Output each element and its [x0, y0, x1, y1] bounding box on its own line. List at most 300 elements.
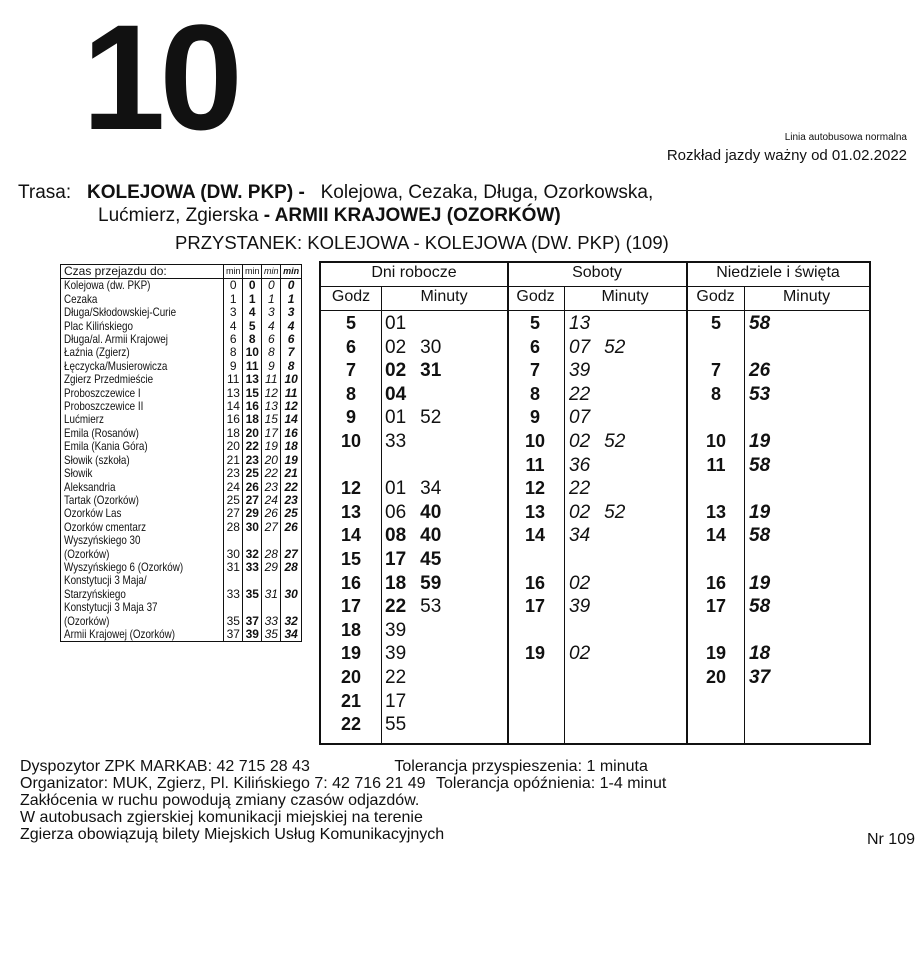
organizer: Organizator: MUK, Zgierz, Pl. Kilińskiego 7: 42 716 21 49	[20, 775, 426, 792]
departure-minute: 04	[385, 383, 407, 405]
stop-name: Konstytucji 3 Maja 37 (Ozorków)	[64, 600, 158, 628]
weekday-hour: 16	[340, 572, 362, 593]
travel-minutes: 18	[243, 413, 262, 426]
dispatcher: Dyspozytor ZPK MARKAB: 42 715 28 43	[20, 758, 310, 775]
travel-minutes: 28	[262, 534, 281, 561]
travel-minutes: 19	[262, 440, 281, 453]
travel-minutes: 22	[262, 467, 281, 480]
stop-name: Łęczycka/Musierowicza	[64, 358, 168, 373]
departure-minute: 58	[749, 454, 771, 476]
sunday-minutes	[749, 573, 784, 595]
stop-name: Proboszczewice I	[64, 385, 141, 400]
saturday-hour: 8	[529, 383, 540, 404]
travel-time-row	[61, 534, 302, 561]
travel-time-row	[61, 306, 302, 319]
departure-minute: 53	[749, 383, 771, 405]
travel-minutes: 27	[224, 507, 243, 520]
travel-minutes: 32	[243, 534, 262, 561]
travel-minutes: 5	[243, 320, 262, 333]
stop-name: Długa/Skłodowskiej-Curie	[64, 305, 177, 320]
col-min: min	[262, 265, 281, 279]
departure-minute: 39	[385, 619, 407, 641]
departure-minute: 02	[385, 360, 407, 382]
sunday-hour: 19	[705, 643, 727, 664]
sunday-minutes	[749, 431, 784, 453]
travel-minutes: 6	[281, 333, 302, 346]
saturday-minutes	[569, 455, 604, 477]
travel-minutes: 32	[281, 601, 302, 628]
travel-minutes: 1	[224, 293, 243, 306]
saturday-hour-header: Godz	[516, 288, 555, 305]
route	[18, 181, 908, 227]
col-min: min	[243, 265, 262, 279]
travel-minutes: 1	[262, 293, 281, 306]
travel-minutes: 37	[224, 628, 243, 642]
saturday-hour: 9	[529, 407, 540, 428]
weekday-hour: 21	[340, 690, 362, 711]
travel-minutes: 8	[224, 346, 243, 359]
travel-time-row	[61, 507, 302, 520]
weekday-hour: 7	[345, 360, 356, 381]
saturday-minutes	[569, 360, 604, 382]
stop-name: Łaźnia (Zgierz)	[64, 345, 130, 360]
stop-name: Konstytucji 3 Maja/ Starzyńskiego	[64, 573, 147, 601]
weekday-hour: 9	[345, 407, 356, 428]
travel-time-row	[61, 628, 302, 642]
weekday-title: Dni robocze	[371, 264, 457, 281]
departure-minute: 39	[385, 643, 407, 665]
weekday-hour: 17	[340, 596, 362, 617]
stop-name: Armii Krajowej (Ozorków)	[64, 626, 175, 641]
departure-minute: 22	[569, 383, 591, 405]
travel-minutes: 28	[224, 521, 243, 534]
travel-time-row	[61, 373, 302, 386]
departure-minute: 08	[385, 525, 407, 547]
weekday-hour: 15	[340, 549, 362, 569]
travel-minutes: 23	[281, 494, 302, 507]
travel-minutes: 19	[281, 454, 302, 467]
travel-minutes: 20	[262, 454, 281, 467]
travel-minutes: 31	[224, 561, 243, 574]
saturday-minutes	[569, 431, 639, 453]
departure-minute: 39	[569, 596, 591, 618]
travel-minutes: 8	[281, 360, 302, 373]
saturday-minutes	[569, 573, 604, 595]
departure-minute: 19	[749, 501, 771, 523]
departure-minute: 02	[569, 572, 591, 594]
saturday-hour: 12	[524, 478, 546, 499]
sunday-hour: 20	[705, 667, 727, 687]
weekday-minutes	[385, 360, 455, 382]
weekday-hour: 18	[340, 619, 362, 640]
travel-minutes: 28	[281, 561, 302, 574]
sunday-hour: 11	[706, 454, 726, 475]
departure-minute: 58	[749, 313, 771, 334]
departure-minute: 40	[420, 501, 442, 523]
sunday-hour: 7	[710, 360, 721, 381]
travel-minutes: 13	[224, 387, 243, 400]
travel-minutes: 8	[243, 333, 262, 346]
saturday-hour: 7	[529, 360, 540, 381]
weekday-hour: 22	[340, 714, 362, 735]
departure-minute: 52	[420, 407, 442, 429]
weekday-minutes	[385, 337, 455, 359]
col-min: min	[224, 265, 243, 279]
saturday-hour: 5	[529, 313, 540, 333]
travel-time-row	[61, 320, 302, 333]
travel-minutes: 21	[224, 454, 243, 467]
stop-name: Zgierz Przedmieście	[64, 372, 154, 387]
travel-minutes: 15	[262, 413, 281, 426]
saturday-minutes	[569, 643, 604, 665]
sunday-hour: 10	[705, 431, 727, 451]
saturday-minutes	[569, 384, 604, 406]
travel-minutes: 24	[224, 481, 243, 494]
weekday-hour: 6	[345, 336, 356, 357]
travel-minutes: 26	[262, 507, 281, 520]
travel-minutes: 3	[281, 306, 302, 319]
saturday-minutes	[569, 478, 604, 500]
travel-time-row	[61, 440, 302, 453]
departure-minute: 01	[385, 407, 407, 429]
footer-note: Zgierza obowiązują bilety Miejskich Usług Komunikacyjnych	[20, 826, 445, 843]
departure-minute: 06	[385, 501, 407, 523]
weekday-minutes	[385, 667, 420, 689]
departure-minute: 22	[385, 596, 407, 618]
footer-note: W autobusach zgierskiej komunikacji miejskiej na terenie	[20, 809, 423, 826]
travel-time-row	[61, 427, 302, 440]
departure-minute: 07	[569, 407, 591, 429]
footer-note: Zakłócenia w ruchu powodują zmiany czasów odjazdów.	[20, 792, 420, 809]
travel-minutes: 4	[243, 306, 262, 319]
travel-minutes: 6	[262, 333, 281, 346]
travel-minutes: 0	[243, 279, 262, 293]
travel-minutes: 12	[262, 387, 281, 400]
departure-minute: 22	[385, 667, 407, 688]
departure-minute: 58	[749, 525, 771, 547]
travel-minutes: 16	[243, 400, 262, 413]
weekday-minutes	[385, 313, 420, 335]
travel-minutes: 11	[281, 387, 302, 400]
travel-time-row	[61, 387, 302, 400]
travel-minutes: 13	[262, 400, 281, 413]
travel-minutes: 18	[224, 427, 243, 440]
sunday-hour: 16	[705, 572, 727, 593]
weekday-hour: 19	[340, 643, 362, 664]
travel-minutes: 33	[224, 574, 243, 601]
route-label: Trasa:	[18, 182, 72, 203]
departure-minute: 01	[385, 313, 407, 334]
weekday-minutes	[385, 525, 455, 547]
saturday-hour: 10	[524, 431, 546, 451]
weekday-minutes	[385, 384, 420, 406]
weekday-minutes	[385, 714, 420, 736]
saturday-hour: 17	[524, 596, 546, 617]
sunday-hour: 17	[705, 596, 727, 617]
travel-minutes: 30	[224, 534, 243, 561]
travel-minutes: 1	[243, 293, 262, 306]
sunday-minutes	[749, 502, 784, 524]
departure-minute: 17	[385, 690, 407, 712]
stop-name: Długa/al. Armii Krajowej	[64, 332, 168, 347]
travel-minutes: 29	[243, 507, 262, 520]
travel-time-row	[61, 333, 302, 346]
travel-minutes: 15	[243, 387, 262, 400]
weekday-minutes	[385, 502, 455, 524]
travel-minutes: 26	[243, 481, 262, 494]
travel-minutes: 22	[243, 440, 262, 453]
travel-minutes: 4	[281, 320, 302, 333]
travel-minutes: 0	[262, 279, 281, 293]
travel-minutes: 14	[281, 413, 302, 426]
departure-minute: 02	[569, 431, 591, 452]
weekday-hour-header: Godz	[331, 288, 371, 305]
saturday-minutes	[569, 525, 604, 547]
weekday-hour: 8	[345, 383, 356, 404]
stop-name: Proboszczewice II	[64, 399, 144, 414]
sunday-hour: 8	[710, 383, 721, 404]
travel-minutes: 24	[262, 494, 281, 507]
saturday-hour: 19	[524, 643, 546, 664]
departure-minute: 30	[420, 336, 442, 358]
departure-minute: 36	[569, 454, 591, 476]
sunday-hour: 13	[705, 501, 727, 522]
travel-minutes: 33	[243, 561, 262, 574]
weekday-minutes	[385, 549, 455, 571]
departure-minute: 13	[569, 313, 591, 334]
departure-minute: 18	[749, 643, 771, 665]
weekday-minutes	[385, 620, 420, 642]
stop-name: Cezaka	[64, 291, 98, 306]
departure-minute: 45	[420, 549, 442, 570]
tolerance-late: Tolerancja opóźnienia: 1-4 minut	[435, 775, 667, 792]
travel-minutes: 30	[243, 521, 262, 534]
travel-minutes: 27	[281, 534, 302, 561]
sunday-minutes-header: Minuty	[782, 288, 831, 305]
weekday-minutes	[385, 573, 455, 595]
travel-time-row	[61, 293, 302, 306]
saturday-hour: 14	[524, 525, 546, 546]
sunday-minutes	[749, 643, 784, 665]
travel-minutes: 17	[262, 427, 281, 440]
stop-name: Ozorków Las	[64, 506, 122, 521]
departure-timetable	[319, 261, 871, 745]
travel-time-row	[61, 279, 302, 293]
line-number: 10	[82, 0, 237, 161]
travel-minutes: 26	[281, 521, 302, 534]
travel-minutes: 23	[262, 481, 281, 494]
departure-minute: 01	[385, 478, 407, 500]
saturday-minutes-header: Minuty	[601, 288, 649, 305]
weekday-minutes	[385, 431, 420, 453]
travel-minutes: 11	[224, 373, 243, 386]
stop-name: Tartak (Ozorków)	[64, 492, 139, 507]
departure-minute: 22	[569, 478, 591, 500]
saturday-hour: 11	[525, 454, 545, 475]
departure-minute: 07	[569, 336, 591, 358]
weekday-minutes	[385, 478, 455, 500]
travel-minutes: 10	[281, 373, 302, 386]
travel-time-row	[61, 413, 302, 426]
stop-name: Ozorków cmentarz	[64, 519, 147, 534]
departure-minute: 02	[569, 501, 591, 523]
stop-name: Wyszyńskiego 30 (Ozorków)	[64, 533, 141, 561]
stop-name: Kolejowa (dw. PKP)	[64, 278, 151, 293]
weekday-hour: 12	[340, 478, 362, 499]
travel-minutes: 39	[243, 628, 262, 642]
departure-minute: 33	[385, 431, 407, 452]
departure-minute: 34	[569, 525, 591, 547]
route-via-2: Lućmierz, Zgierska	[98, 205, 259, 226]
saturday-minutes	[569, 337, 639, 359]
travel-minutes: 27	[262, 521, 281, 534]
departure-minute: 40	[420, 525, 442, 547]
route-start: KOLEJOWA (DW. PKP) -	[86, 182, 305, 203]
sunday-minutes	[749, 384, 784, 406]
travel-time-row	[61, 346, 302, 359]
sunday-minutes	[749, 360, 784, 382]
tolerance-early: Tolerancja przyspieszenia: 1 minuta	[394, 758, 648, 775]
travel-time-row	[61, 601, 302, 628]
departure-minute: 18	[385, 572, 407, 594]
stop-name: Słowik	[64, 466, 93, 481]
sunday-hour: 5	[710, 313, 721, 333]
sunday-minutes	[749, 313, 784, 335]
travel-time-row	[61, 574, 302, 601]
travel-time-row	[61, 467, 302, 480]
weekday-minutes	[385, 643, 420, 665]
travel-minutes: 35	[243, 574, 262, 601]
departure-minute: 52	[604, 336, 626, 358]
travel-minutes: 29	[262, 561, 281, 574]
travel-minutes: 9	[262, 360, 281, 373]
saturday-minutes	[569, 502, 639, 524]
sunday-minutes	[749, 455, 784, 477]
travel-time-table	[60, 264, 302, 642]
weekday-minutes	[385, 596, 455, 618]
travel-minutes: 9	[224, 360, 243, 373]
sunday-minutes	[749, 596, 784, 618]
travel-minutes: 14	[224, 400, 243, 413]
line-type: Linia autobusowa normalna	[784, 132, 907, 143]
stop-name: Emila (Rosanów)	[64, 425, 139, 440]
stop-title: PRZYSTANEK: KOLEJOWA - KOLEJOWA (DW. PKP) (109)	[175, 232, 669, 253]
stop-name: Wyszyńskiego 6 (Ozorków)	[64, 559, 184, 574]
travel-time-row	[61, 561, 302, 574]
departure-minute: 02	[385, 336, 407, 358]
sunday-minutes	[749, 667, 784, 689]
travel-minutes: 22	[281, 481, 302, 494]
travel-minutes: 10	[243, 346, 262, 359]
weekday-minutes	[385, 407, 455, 429]
departure-minute: 26	[749, 360, 771, 382]
sunday-hour-header: Godz	[696, 288, 735, 305]
travel-minutes: 11	[262, 373, 281, 386]
travel-time-header: Czas przejazdu do:	[61, 265, 224, 279]
sunday-title: Niedziele i święta	[716, 264, 840, 281]
travel-minutes: 1	[281, 293, 302, 306]
departure-minute: 53	[420, 596, 442, 618]
travel-minutes: 21	[281, 467, 302, 480]
travel-minutes: 13	[243, 373, 262, 386]
departure-minute: 19	[749, 431, 771, 452]
stop-name: Lućmierz	[64, 412, 104, 427]
sunday-hour: 14	[705, 525, 727, 546]
travel-time-row	[61, 521, 302, 534]
travel-minutes: 3	[224, 306, 243, 319]
departure-minute: 52	[604, 501, 626, 523]
travel-minutes: 31	[262, 574, 281, 601]
travel-time-row	[61, 360, 302, 373]
travel-minutes: 25	[281, 507, 302, 520]
valid-from: Rozkład jazdy ważny od 01.02.2022	[666, 147, 907, 164]
travel-minutes: 16	[224, 413, 243, 426]
weekday-hour: 13	[340, 501, 362, 522]
weekday-hour: 10	[340, 431, 362, 451]
footer	[20, 758, 666, 843]
travel-minutes: 25	[243, 467, 262, 480]
travel-minutes: 25	[224, 494, 243, 507]
saturday-minutes	[569, 407, 604, 429]
travel-minutes: 11	[243, 360, 262, 373]
travel-minutes: 20	[243, 427, 262, 440]
travel-minutes: 4	[224, 320, 243, 333]
travel-minutes: 18	[281, 440, 302, 453]
travel-minutes: 23	[243, 454, 262, 467]
saturday-hour: 16	[524, 572, 546, 593]
departure-minute: 31	[420, 360, 442, 382]
saturday-minutes	[569, 596, 604, 618]
weekday-minutes-header: Minuty	[420, 288, 468, 305]
stop-name: Emila (Kania Góra)	[64, 439, 148, 454]
travel-minutes: 23	[224, 467, 243, 480]
travel-time-row	[61, 454, 302, 467]
stop-number: Nr 109	[866, 831, 915, 848]
travel-minutes: 6	[224, 333, 243, 346]
stop-name: Słowik (szkoła)	[64, 452, 130, 467]
travel-minutes: 16	[281, 427, 302, 440]
departure-minute: 37	[749, 667, 771, 688]
travel-time-row	[61, 400, 302, 413]
departure-minute: 02	[569, 643, 591, 665]
travel-minutes: 0	[281, 279, 302, 293]
weekday-minutes	[385, 691, 420, 713]
travel-minutes: 37	[243, 601, 262, 628]
col-min: min	[281, 265, 302, 279]
travel-minutes: 8	[262, 346, 281, 359]
weekday-hour: 5	[345, 313, 356, 333]
departure-minute: 59	[420, 572, 442, 594]
saturday-title: Soboty	[572, 264, 622, 281]
route-via-1: Kolejowa, Cezaka, Długa, Ozorkowska,	[320, 182, 654, 203]
route-end: - ARMII KRAJOWEJ (OZORKÓW)	[263, 205, 561, 226]
travel-minutes: 35	[224, 601, 243, 628]
travel-minutes: 34	[281, 628, 302, 642]
travel-minutes: 27	[243, 494, 262, 507]
departure-minute: 52	[604, 431, 626, 452]
departure-minute: 34	[420, 478, 442, 500]
travel-minutes: 20	[224, 440, 243, 453]
travel-minutes: 7	[281, 346, 302, 359]
travel-minutes: 30	[281, 574, 302, 601]
stop-name: Plac Kilińskiego	[64, 318, 133, 333]
saturday-hour: 6	[529, 336, 540, 357]
travel-minutes: 33	[262, 601, 281, 628]
stop-name: Aleksandria	[64, 479, 116, 494]
saturday-minutes	[569, 313, 604, 335]
sunday-minutes	[749, 525, 784, 547]
travel-minutes: 12	[281, 400, 302, 413]
